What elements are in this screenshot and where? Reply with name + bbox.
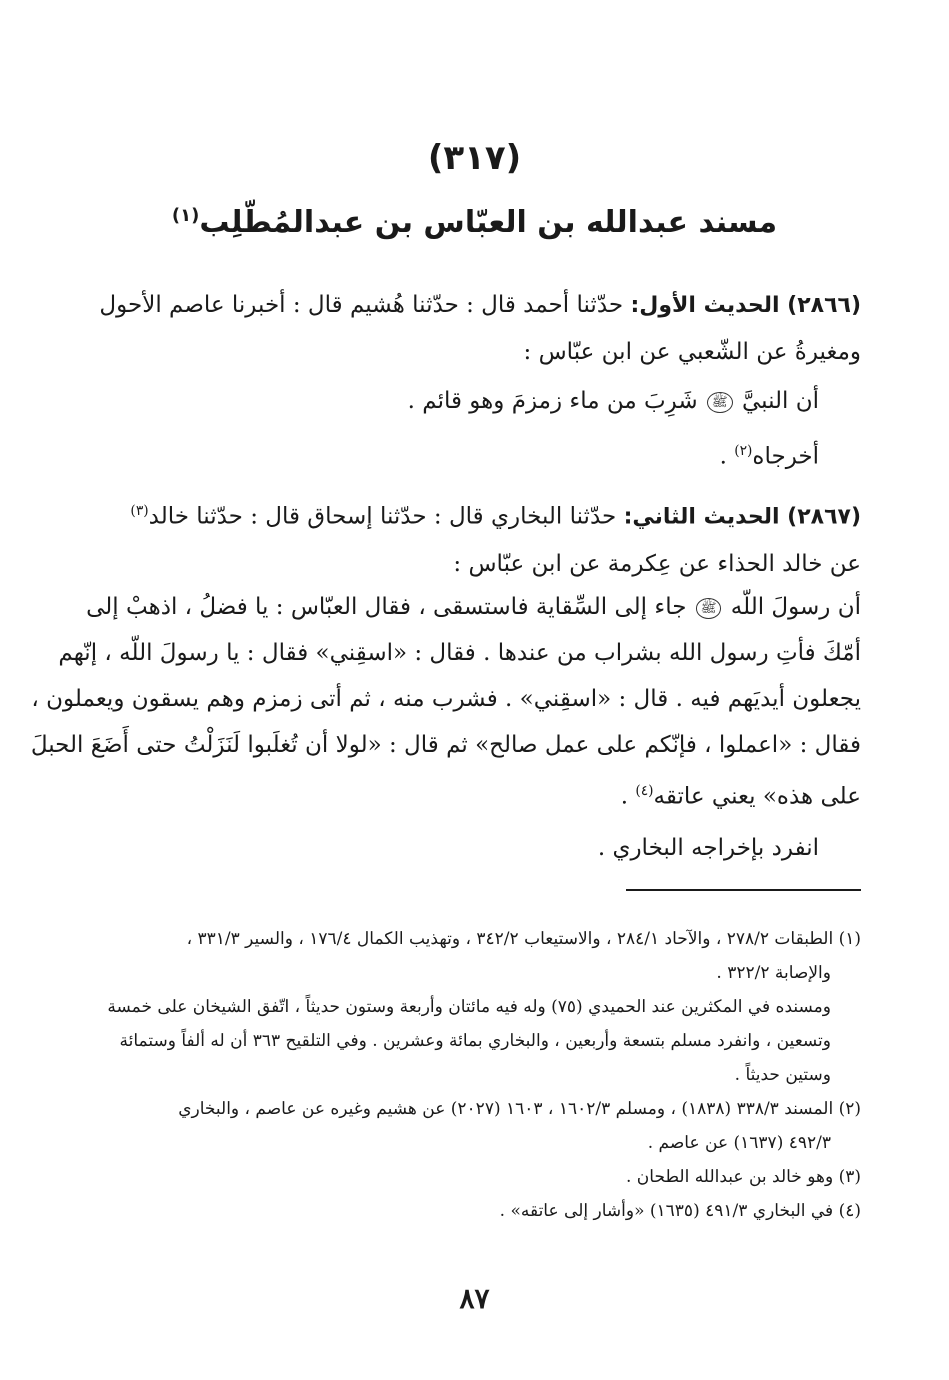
- hadith-1-takhrij-text: أخرجاه: [752, 443, 819, 470]
- footnote-1-line-2: والإصابة ٣٢٢/٢ .: [716, 963, 831, 983]
- hadith-1-takhrij: [41, 428, 819, 480]
- hadith-2-line-5: [83, 768, 861, 820]
- footnote-1-line-1: (١) الطبقات ٢٧٨/٢ ، والآحاد ٢٨٤/١ ، والاستيعاب ٣٤٢/٢ ، وتهذيب الكمال ١٧٦/٤ ، والسير ٣٣١/٣ ،: [186, 929, 861, 949]
- hadith-2-line-3: يجعلون أيديَهم فيه . قال : «اسقِني» . فشرب منه ، ثم أتى زمزم وهم يسقون ويعملون ،: [31, 686, 861, 712]
- hadith-2-heading: (٢٨٦٧) الحديث الثاني:: [623, 504, 861, 530]
- hadith-2-line-1-b: جاء إلى السِّقاية فاستسقى ، فقال العبّاس : يا فضلُ ، اذهبْ إلى: [86, 594, 687, 620]
- hadith-2-line-5-text: على هذه» يعني عاتقه: [653, 783, 861, 810]
- hadith-2-chain-text: حدّثنا البخاري قال : حدّثنا إسحاق قال : حدّثنا خالد: [148, 503, 617, 530]
- hadith-2-line-1-a: أن رسولَ اللّه: [730, 594, 861, 620]
- footnote-1-line-3: ومسنده في المكثرين عند الحميدي (٧٥) وله فيه مائتان وأربعة وستون حديثاً ، اتّفق الشيخان على خمسة: [107, 997, 831, 1017]
- hadith-2-chain-line-2: عن خالد الحذاء عن عِكرمة عن ابن عبّاس :: [453, 550, 861, 577]
- footnote-1-line-4: وتسعين ، وانفرد مسلم بتسعة وأربعين ، والبخاري بمائة وعشرين . وفي التلقيح ٣٦٣ أن له ألفاً وستمائة: [119, 1031, 831, 1051]
- hadith-1-matn-b: شَرِبَ من ماء زمزمَ وهو قائم .: [407, 388, 698, 414]
- salutation-icon: ﷺ: [707, 392, 733, 413]
- hadith-2-chain-line-1: [83, 488, 861, 541]
- title-footnote-ref: (١): [171, 205, 200, 226]
- title-text: مسند عبدالله بن العبّاس بن عبدالمُطّلِب: [199, 205, 778, 240]
- hadith-2-line-2: أمّكَ فأتِ رسول الله بشراب من عندها . فقال : «اسقِني» فقال : يا رسولَ اللّه ، إنّهم: [58, 640, 861, 666]
- footnote-1-line-5: وستين حديثاً .: [734, 1065, 831, 1085]
- hadith-1-chain-text: حدّثنا أحمد قال : حدّثنا هُشيم قال : أخبرنا عاصم الأحول: [99, 292, 624, 318]
- hadith-1-chain-line-2: ومغيرةُ عن الشّعبي عن ابن عبّاس :: [523, 339, 861, 365]
- footnotes: [81, 922, 861, 1228]
- hadith-1-footnote-ref: (٢): [734, 443, 753, 459]
- hadith-1-matn-a: أن النبيَّ: [741, 388, 819, 414]
- footnote-2-line-1: (٢) المسند ٣٣٨/٣ (١٨٣٨) ، ومسلم ١٦٠٢/٣ ، ١٦٠٣ (٢٠٢٧) عن هشيم وغيره عن عاصم ، والبخاري: [178, 1099, 861, 1119]
- hadith-1-text: [41, 378, 819, 424]
- hadith-1-matn: [41, 378, 819, 424]
- hadith-2-chain-footnote-ref: (٣): [130, 503, 149, 519]
- page-number: ٨٧: [459, 1282, 490, 1315]
- footnote-2-line-2: ٤٩٢/٣ (١٦٣٧) عن عاصم .: [647, 1133, 831, 1153]
- footnote-4: (٤) في البخاري ٤٩١/٣ (١٦٣٥) «وأشار إلى عاتقه» .: [499, 1201, 861, 1221]
- hadith-2-line-4: فقال : «اعملوا ، فإنّكم على عمل صالح» ثم قال : «لولا أن تُغلَبوا لَنَزَلْتُ حتى أَضَعَ الحبلَ: [30, 732, 861, 758]
- hadith-2-text: [30, 584, 861, 820]
- hadith-2-line-1: [83, 584, 861, 630]
- footnote-3: (٣) وهو خالد بن عبدالله الطحان .: [626, 1167, 861, 1187]
- section-number: (٣١٧): [427, 138, 522, 178]
- hadith-2-line-5-end: .: [620, 783, 636, 810]
- hadith-2-takhrij: [41, 825, 819, 871]
- hadith-1-chain-line-1: [83, 282, 861, 329]
- salutation-icon: ﷺ: [696, 598, 722, 619]
- hadith-1-takhrij-end: .: [719, 443, 735, 470]
- page-title: [0, 205, 949, 240]
- hadith-2-chain: [83, 488, 861, 587]
- footnote-divider: [626, 889, 861, 891]
- hadith-2-footnote-ref: (٤): [635, 783, 654, 799]
- hadith-1-heading: (٢٨٦٦) الحديث الأول:: [630, 293, 861, 318]
- hadith-2-takhrij-text: انفرد بإخراجه البخاري .: [597, 835, 819, 861]
- hadith-1-chain: [83, 282, 861, 375]
